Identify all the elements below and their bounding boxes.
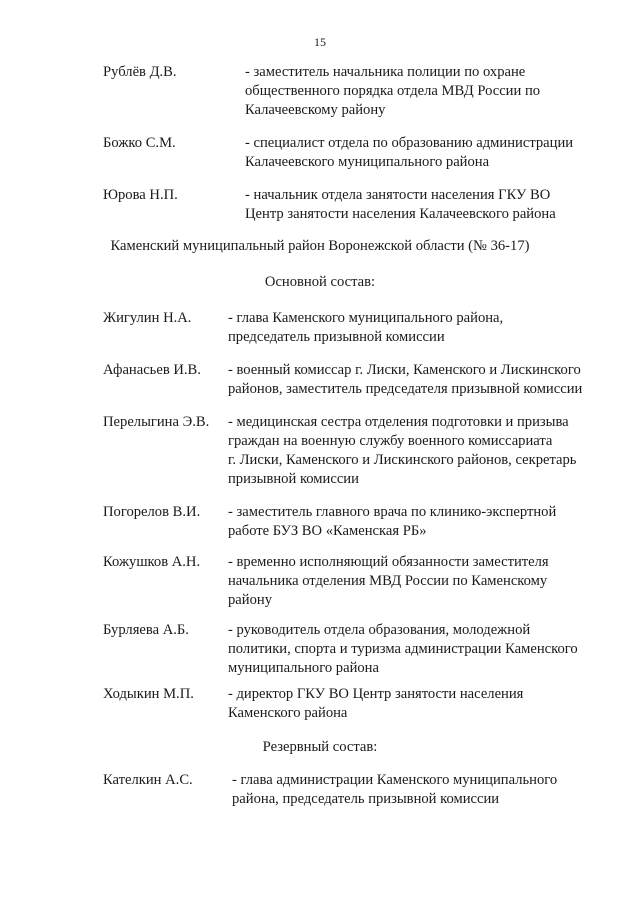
- role-line: муниципального района: [228, 660, 379, 676]
- member-role: [228, 413, 598, 489]
- role-line: призывной комиссии: [228, 471, 359, 487]
- member-name: Жигулин Н.А.: [103, 310, 192, 326]
- member-role: [228, 309, 598, 347]
- district-heading: Каменский муниципальный район Воронежской области (№ 36-17): [110, 238, 530, 254]
- member-name: Юрова Н.П.: [103, 187, 178, 203]
- role-line: району: [228, 592, 272, 608]
- member-name: Погорелов В.И.: [103, 504, 201, 520]
- role-line: - медицинская сестра отделения подготовки и призыва: [228, 414, 569, 430]
- role-line: - руководитель отдела образования, молодежной: [228, 622, 531, 638]
- role-line: начальника отделения МВД России по Каменскому: [228, 573, 548, 589]
- member-role: [245, 63, 588, 120]
- member-role: [245, 186, 588, 224]
- member-name: Кателкин А.С.: [103, 772, 193, 788]
- role-line: работе БУЗ ВО «Каменская РБ»: [228, 523, 427, 539]
- member-name: Ходыкин М.П.: [103, 686, 194, 702]
- reserve-composition-heading: Резервный состав:: [262, 739, 378, 755]
- member-name: Кожушков А.Н.: [103, 554, 201, 570]
- role-line: Центр занятости населения Калачеевского района: [245, 206, 556, 222]
- member-role: [245, 134, 588, 172]
- role-line: председатель призывной комиссии: [228, 329, 445, 345]
- role-line: районов, заместитель председателя призывной комиссии: [228, 381, 583, 397]
- member-role: [228, 685, 598, 723]
- member-role: [232, 771, 584, 809]
- main-composition-heading: Основной состав:: [264, 274, 376, 290]
- role-line: Калачеевского муниципального района: [245, 154, 490, 170]
- member-role: [228, 553, 598, 610]
- member-name: Перелыгина Э.В.: [103, 414, 210, 430]
- role-line: - заместитель начальника полиции по охране: [245, 64, 526, 80]
- role-line: - директор ГКУ ВО Центр занятости населения: [228, 686, 524, 702]
- role-line: Каменского района: [228, 705, 348, 721]
- role-line: - глава администрации Каменского муниципального: [232, 772, 558, 788]
- role-line: граждан на военную службу военного комиссариата: [228, 433, 553, 449]
- page-number: 15: [314, 35, 326, 49]
- role-line: - специалист отдела по образованию администрации: [245, 135, 574, 151]
- role-line: - временно исполняющий обязанности заместителя: [228, 554, 549, 570]
- role-line: Калачеевскому району: [245, 102, 386, 118]
- member-role: [228, 503, 598, 541]
- role-line: политики, спорта и туризма администрации Каменского: [228, 641, 578, 657]
- member-role: [228, 361, 598, 399]
- member-name: Афанасьев И.В.: [103, 362, 201, 378]
- member-name: Рублёв Д.В.: [103, 64, 177, 80]
- role-line: - военный комиссар г. Лиски, Каменского и Лискинского: [228, 362, 581, 378]
- role-line: г. Лиски, Каменского и Лискинского районов, секретарь: [228, 452, 577, 468]
- member-name: Божко С.М.: [103, 135, 176, 151]
- member-name: Бурляева А.Б.: [103, 622, 189, 638]
- role-line: - начальник отдела занятости населения ГКУ ВО: [245, 187, 551, 203]
- role-line: района, председатель призывной комиссии: [232, 791, 500, 807]
- role-line: - заместитель главного врача по клинико-экспертной: [228, 504, 557, 520]
- role-line: - глава Каменского муниципального района,: [228, 310, 504, 326]
- role-line: общественного порядка отдела МВД России по: [245, 83, 541, 99]
- member-role: [228, 621, 598, 678]
